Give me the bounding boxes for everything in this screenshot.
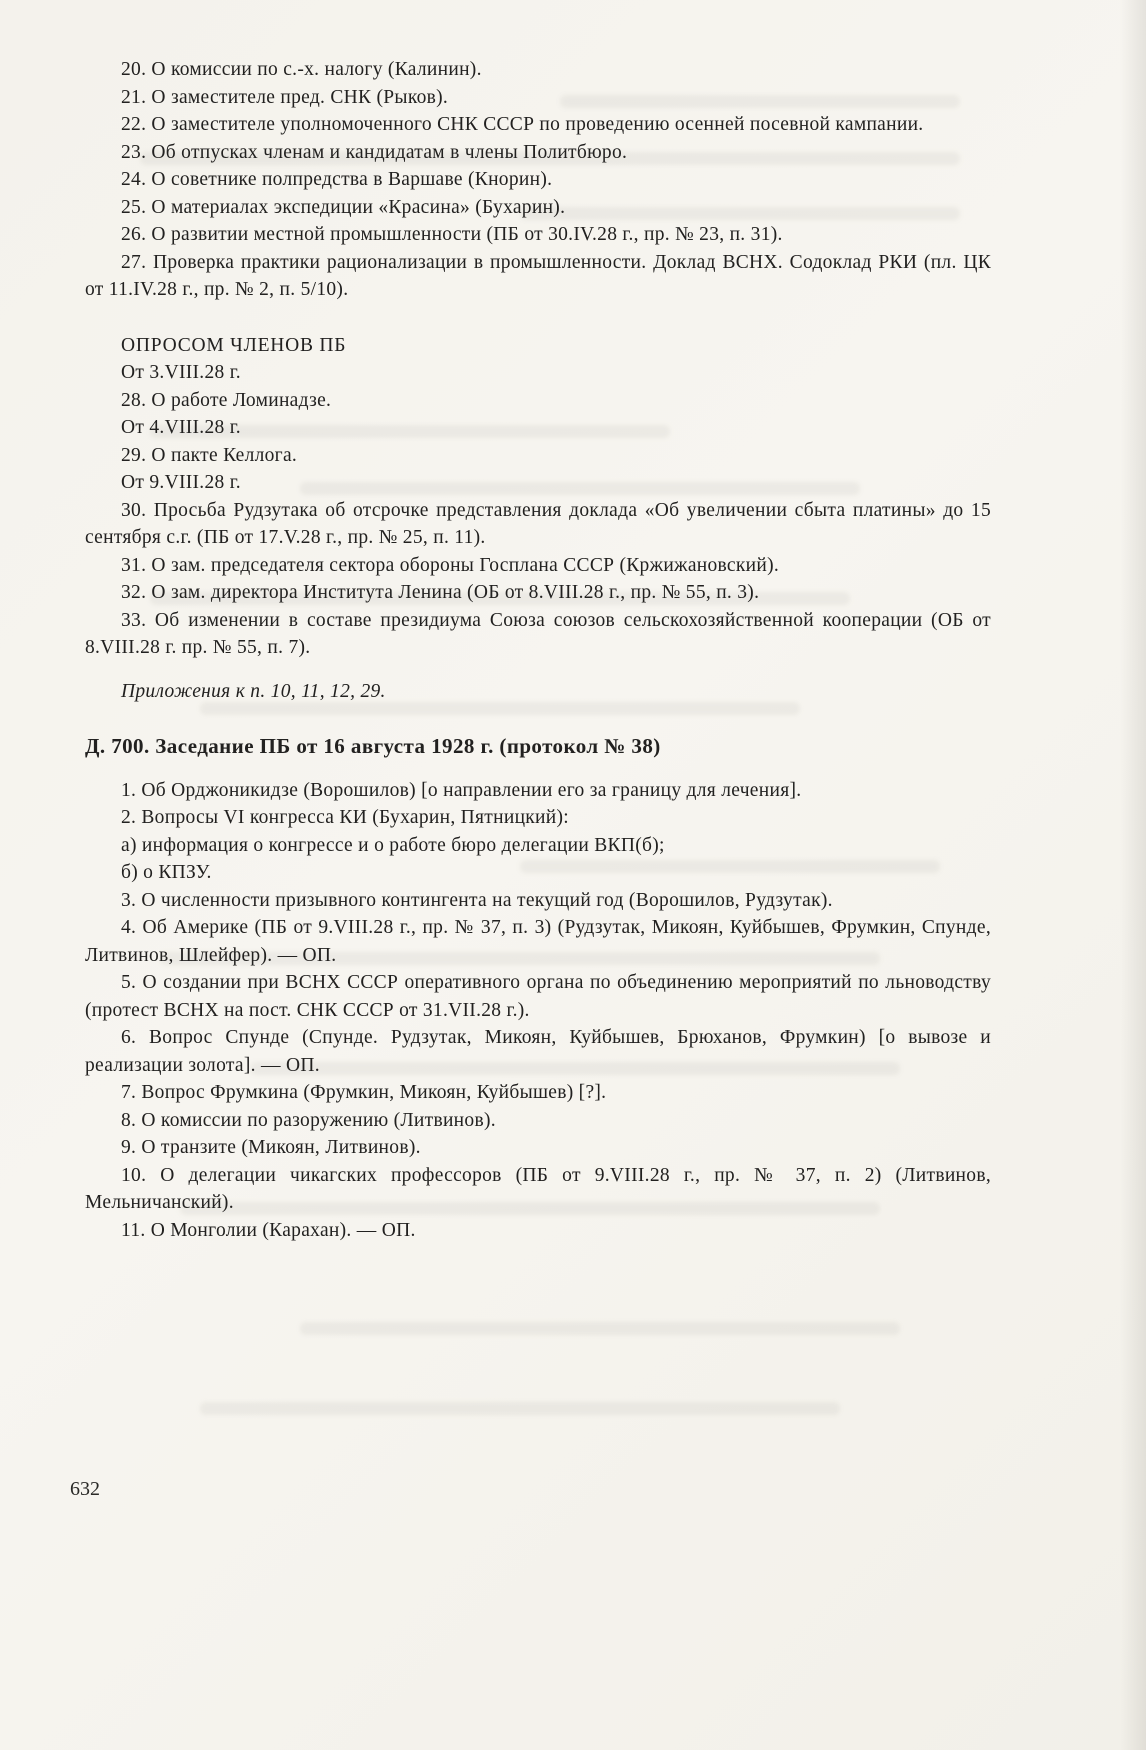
agenda-subitem: а) информация о конгрессе и о работе бюро делегации ВКП(б); [121,834,665,856]
date-label: От 9.VIII.28 г. [121,472,241,493]
date-label: От 4.VIII.28 г. [121,417,241,438]
agenda-item: 27. Проверка практики рационализации в промышленности. Доклад ВСНХ. Содоклад РКИ (пл. ЦК от 11.IV.28 г., пр. № 2, п. 5/10). [85,251,991,300]
agenda-item: 20. О комиссии по с.-х. налогу (Калинин). [121,59,482,80]
agenda-item: 32. О зам. директора Института Ленина (ОБ от 8.VIII.28 г., пр. № 55, п. 3). [121,582,760,603]
agenda-item: 33. Об изменении в составе президиума Союза союзов сельскохозяйственной кооперации (ОБ от 8.VIII.28 г. пр. № 55, п. 7). [85,609,991,658]
section-label: ОПРОСОМ ЧЛЕНОВ ПБ [121,334,347,356]
agenda-item: 21. О заместителе пред. СНК (Рыков). [121,86,449,108]
agenda-item: 9. О транзите (Микоян, Литвинов). [121,1137,421,1158]
appendix-note: Приложения к п. 10, 11, 12, 29. [121,680,386,702]
scan-edge-shadow [1120,0,1146,1750]
agenda-item: 23. Об отпусках членам и кандидатам в члены Политбюро. [121,141,628,163]
agenda-item: 5. О создании при ВСНХ СССР оперативного органа по объединению мероприятий по льноводству (протест ВСНХ на пост. СНК СССР от 31.VII.28 г.). [85,972,991,1021]
agenda-item: 30. Просьба Рудзутака об отсрочке представления доклада «Об увеличении сбыта платины» до 15 сентября с.г. (ПБ от 17.V.28 г., пр. № 25, п. 11). [85,499,991,548]
agenda-item: 7. Вопрос Фрумкина (Фрумкин, Микоян, Куйбышев) [?]. [121,1082,607,1103]
agenda-item: 28. О работе Ломинадзе. [121,389,332,411]
session-heading: Д. 700. Заседание ПБ от 16 августа 1928 г. (протокол № 38) [85,734,661,758]
agenda-item: 24. О советнике полпредства в Варшаве (Кнорин). [121,169,553,190]
agenda-item: 6. Вопрос Спунде (Спунде. Рудзутак, Микоян, Куйбышев, Брюханов, Фрумкин) [о вывозе и реализации золота]. — ОП. [85,1027,991,1076]
agenda-item: 4. Об Америке (ПБ от 9.VIII.28 г., пр. № 37, п. 3) (Рудзутак, Микоян, Куйбышев, Фрумкин, Спунде, Литвинов, Шлейфер). — ОП. [85,917,991,966]
agenda-item: 2. Вопросы VI конгресса КИ (Бухарин, Пятницкий): [121,807,570,828]
agenda-item: 8. О комиссии по разоружению (Литвинов). [121,1109,496,1131]
agenda-item: 10. О делегации чикагских профессоров (ПБ от 9.VIII.28 г., пр. № 37, п. 2) (Литвинов, Мельничанский). [85,1164,991,1213]
date-label: От 3.VIII.28 г. [121,362,241,383]
page-number: 632 [70,1478,100,1500]
agenda-subitem: б) о КПЗУ. [121,862,212,883]
agenda-item: 25. О материалах экспедиции «Красина» (Бухарин). [121,196,566,218]
bleedthrough-artifact [300,1322,900,1335]
agenda-item: 26. О развитии местной промышленности (ПБ от 30.IV.28 г., пр. № 23, п. 31). [121,224,783,245]
agenda-item: 11. О Монголии (Карахан). — ОП. [121,1219,416,1241]
text-body [85,56,991,1244]
agenda-item: 1. Об Орджоникидзе (Ворошилов) [о направлении его за границу для лечения]. [121,779,802,801]
agenda-item: 31. О зам. председателя сектора обороны Госплана СССР (Кржижановский). [121,554,780,576]
agenda-item: 29. О пакте Келлога. [121,444,298,466]
agenda-item: 22. О заместителе уполномоченного СНК СССР по проведению осенней посевной кампании. [121,114,924,135]
agenda-item: 3. О численности призывного контингента на текущий год (Ворошилов, Рудзутак). [121,889,833,911]
bleedthrough-artifact [200,1402,840,1415]
